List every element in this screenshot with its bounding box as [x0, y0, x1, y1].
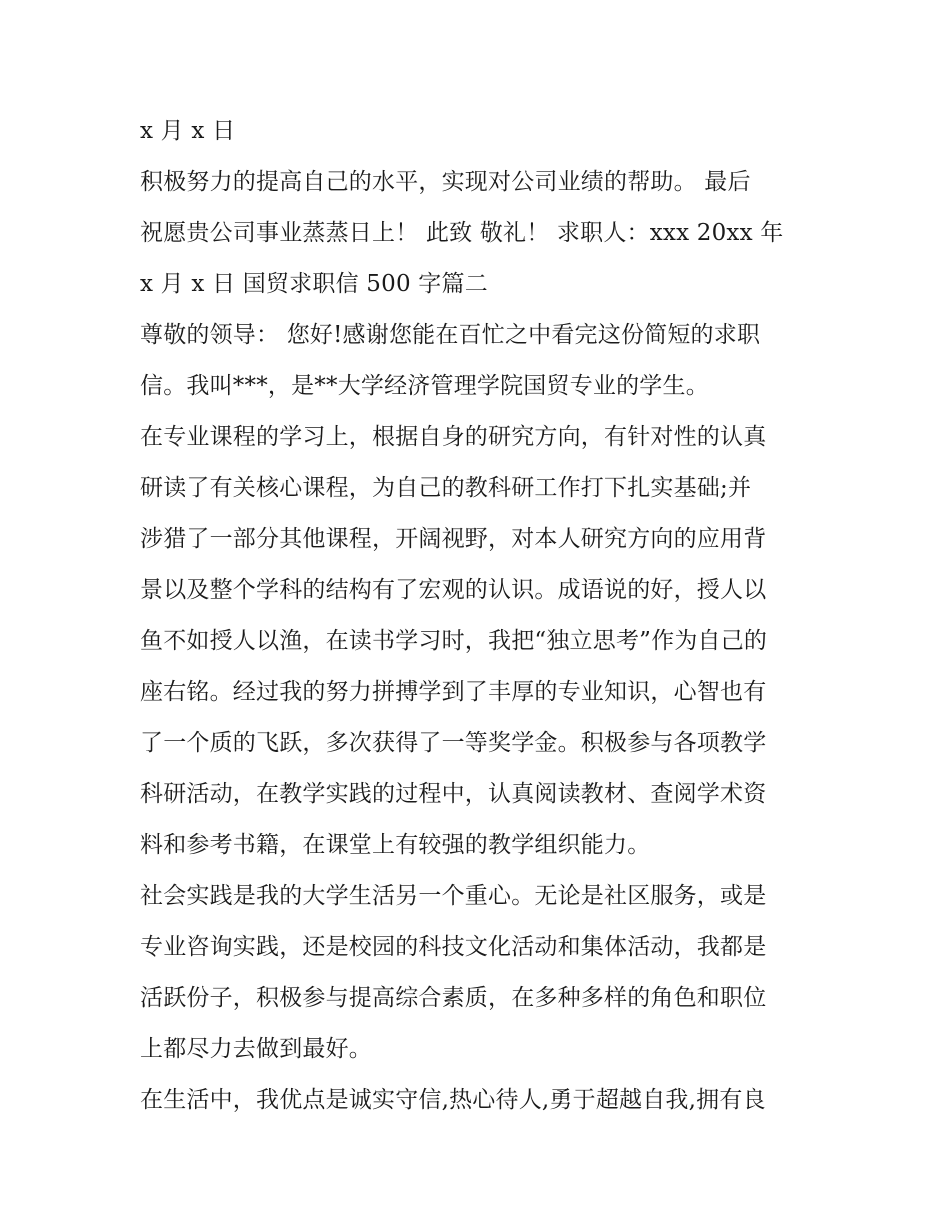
greeting-paragraph [140, 310, 815, 412]
text-line: 鱼不如授人以渔，在读书学习时，我把“独立思考”作为自己的 [140, 628, 768, 654]
document-body [140, 106, 815, 1126]
study-paragraph [140, 412, 815, 871]
text-line: 景以及整个学科的结构有了宏观的认识。成语说的好，授人以 [140, 577, 767, 603]
text-line: 在专业课程的学习上，根据自身的研究方向，有针对性的认真 [140, 424, 767, 450]
text-line: 涉猎了一部分其他课程，开阔视野，对本人研究方向的应用背 [140, 526, 767, 552]
text-line: 研读了有关核心课程，为自己的教科研工作打下扎实基础;并 [140, 475, 752, 501]
text-line: 料和参考书籍，在课堂上有较强的教学组织能力。 [140, 832, 651, 858]
text-line: 科研活动，在教学实践的过程中，认真阅读教材、查阅学术资 [140, 781, 767, 807]
text-line: 社会实践是我的大学生活另一个重心。无论是社区服务，或是 [140, 883, 767, 909]
text-line: 在生活中，我优点是诚实守信,热心待人,勇于超越自我,拥有良 [140, 1087, 766, 1113]
text-line: 上都尽力去做到最好。 [140, 1036, 372, 1062]
text-line: x 月 x 日 国贸求职信 500 字篇二 [140, 271, 488, 297]
text-line: 尊敬的领导： 您好!感谢您能在百忙之中看完这份简短的求职 [140, 322, 761, 348]
text-line: 活跃份子，积极参与提高综合素质，在多种多样的角色和职位 [140, 985, 767, 1011]
closing-paragraph [140, 157, 815, 310]
text-line: 了一个质的飞跃，多次获得了一等奖学金。积极参与各项教学 [140, 730, 767, 756]
practice-paragraph [140, 871, 815, 1075]
text-line: 专业咨询实践，还是校园的科技文化活动和集体活动，我都是 [140, 934, 767, 960]
life-paragraph [140, 1075, 815, 1126]
text-line: 积极努力的提高自己的水平，实现对公司业绩的帮助。 最后 [140, 169, 751, 195]
date-paragraph [140, 106, 815, 157]
text-line: 信。我叫***，是**大学经济管理学院国贸专业的学生。 [140, 373, 709, 399]
text-line: 座右铭。经过我的努力拼搏学到了丰厚的专业知识，心智也有 [140, 679, 767, 705]
text-line: x 月 x 日 [140, 118, 236, 144]
text-line: 祝愿贵公司事业蒸蒸日上！ 此致 敬礼！ 求职人：xxx 20xx 年 [140, 220, 784, 246]
